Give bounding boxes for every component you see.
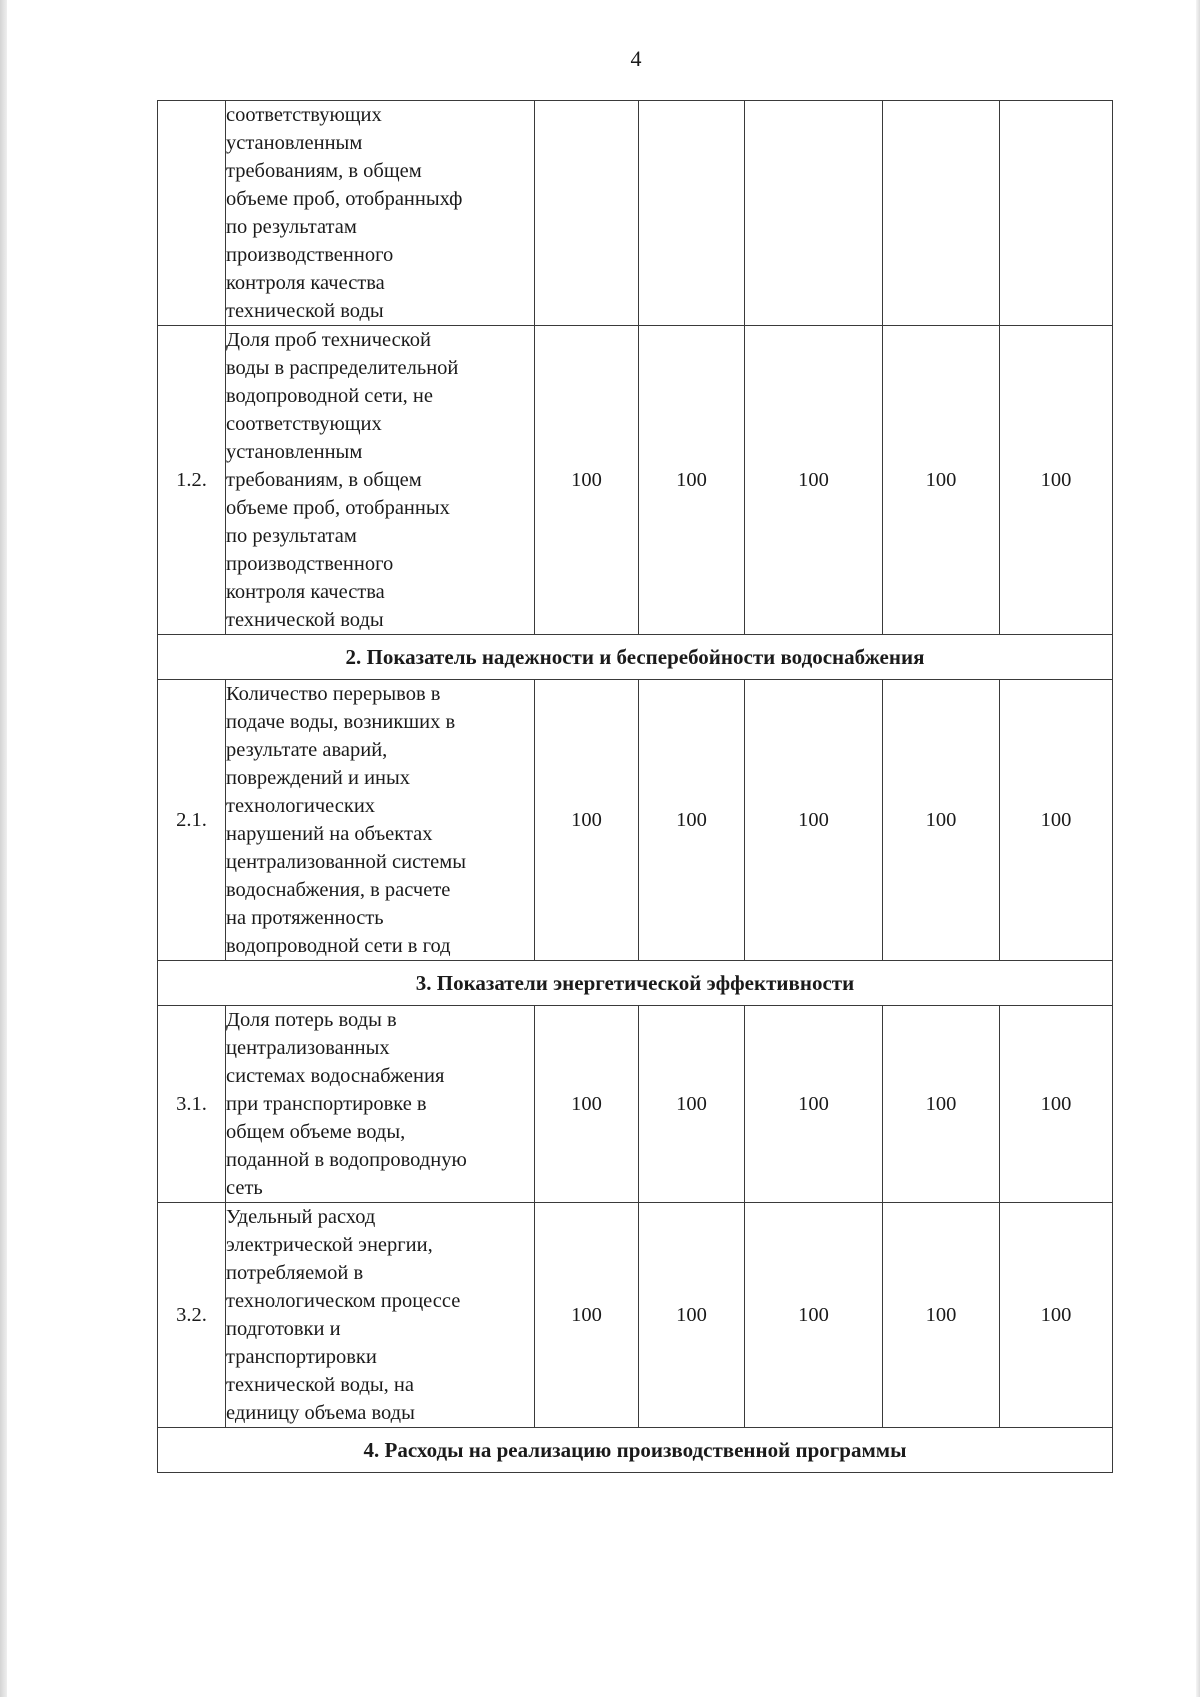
table-row [158,326,1113,635]
section-title: 2. Показатель надежности и бесперебойности водоснабжения [158,635,1113,680]
table-row [158,680,1113,961]
indicator-description: соответствующих установленным требованиям, в общем объеме проб, отобранныхф по результатам производственного контроля качества технической воды [226,101,535,326]
indicator-value: 100 [883,326,1000,635]
table-row [158,1006,1113,1203]
indicator-value [883,101,1000,326]
section-header-row [158,635,1113,680]
indicator-value: 100 [639,1203,745,1428]
row-number: 1.2. [158,326,226,635]
indicator-value: 100 [535,680,639,961]
section-header-row [158,961,1113,1006]
table-row [158,101,1113,326]
indicator-value: 100 [535,1006,639,1203]
indicator-value: 100 [745,1203,883,1428]
row-number [158,101,226,326]
indicator-value: 100 [639,326,745,635]
indicator-value [639,101,745,326]
indicator-value: 100 [535,326,639,635]
indicator-value: 100 [639,1006,745,1203]
indicator-description: Удельный расход электрической энергии, потребляемой в технологическом процессе подготовки и транспортировки технической воды, на единицу объема воды [226,1203,535,1428]
section-header-row [158,1428,1113,1473]
indicator-value: 100 [883,1203,1000,1428]
scan-edge-left [0,0,7,1697]
table-body [158,101,1113,1473]
indicator-value: 100 [883,1006,1000,1203]
indicator-value: 100 [1000,1203,1113,1428]
indicators-table [157,100,1113,1473]
indicator-value [745,101,883,326]
row-number: 3.2. [158,1203,226,1428]
row-number: 2.1. [158,680,226,961]
indicator-value: 100 [1000,1006,1113,1203]
indicator-value: 100 [745,680,883,961]
scan-edge-right [1196,0,1200,1697]
indicator-value: 100 [1000,680,1113,961]
indicator-description: Доля потерь воды в централизованных системах водоснабжения при транспортировке в общем объеме воды, поданной в водопроводную сеть [226,1006,535,1203]
indicator-value: 100 [745,326,883,635]
indicator-description: Доля проб технической воды в распределительной водопроводной сети, не соответствующих установленным требованиям, в общем объеме проб, отобранных по результатам производственного контроля качества технической воды [226,326,535,635]
page-number: 4 [630,46,642,71]
indicator-value: 100 [1000,326,1113,635]
indicator-value: 100 [535,1203,639,1428]
indicator-value [1000,101,1113,326]
indicator-value: 100 [883,680,1000,961]
row-number: 3.1. [158,1006,226,1203]
indicator-value: 100 [745,1006,883,1203]
section-title: 3. Показатели энергетической эффективности [158,961,1113,1006]
section-title: 4. Расходы на реализацию производственной программы [158,1428,1113,1473]
indicator-value [535,101,639,326]
indicator-value: 100 [639,680,745,961]
indicator-description: Количество перерывов в подаче воды, возникших в результате аварий, повреждений и иных технологических нарушений на объектах централизованной системы водоснабжения, в расчете на протяженность водопроводной сети в год [226,680,535,961]
table-row [158,1203,1113,1428]
